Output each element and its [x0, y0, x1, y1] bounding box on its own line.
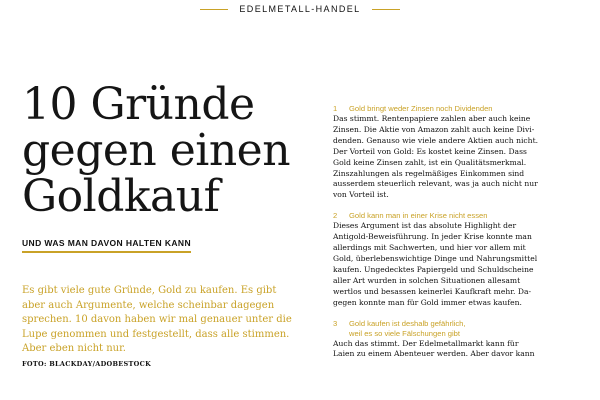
- reason-title: [349, 211, 487, 221]
- body-line: Gold, überlebenswichtige Dinge und Nahrungsmittel: [333, 253, 538, 263]
- teaser-line: Es gibt viele gute Gründe, Gold zu kaufen. Es gibt: [22, 285, 277, 296]
- body-line: Der Vorteil von Gold: Es kostet keine Zinsen. Dass: [333, 146, 527, 156]
- body-line: allerdings mit Sachwerten, und hier vor allem mit: [333, 243, 526, 253]
- reason-body: [333, 221, 595, 308]
- reason-title-line: weil es so viele Fälschungen gibt: [349, 328, 461, 338]
- reason-heading: [333, 104, 595, 114]
- body-line: aller Art wurden in solchen Situationen allesamt: [333, 275, 521, 285]
- body-line: Auch das stimmt. Der Edelmetallmarkt kann für: [333, 338, 519, 348]
- reason-title-line: Gold bringt weder Zinsen noch Dividenden: [349, 104, 493, 113]
- reason-section-3: [333, 319, 595, 361]
- reason-title-line: Gold kaufen ist deshalb gefährlich,: [349, 318, 466, 328]
- body-line: Zinsen. Die Aktie von Amazon zahlt auch keine Divi-: [333, 124, 535, 134]
- headline-line: 10 Gründe: [22, 79, 255, 130]
- subheadline: UND WAS MAN DAVON HALTEN KANN: [22, 238, 191, 253]
- reason-number: 1: [333, 104, 338, 113]
- section-rubric: [200, 4, 400, 14]
- reason-number: 2: [333, 211, 338, 221]
- rubric-label: EDELMETALL-HANDEL: [233, 4, 366, 14]
- body-line: kaufen. Ungedecktes Papiergeld und Schuldscheine: [333, 264, 534, 274]
- reason-section-2: [333, 211, 595, 308]
- teaser-line: aber auch Argumente, welche scheinbar dagegen: [22, 299, 275, 311]
- reason-title: [349, 104, 493, 114]
- reason-heading: [333, 211, 595, 221]
- headline: [22, 79, 322, 222]
- headline-line: Goldkauf: [22, 171, 220, 222]
- reason-heading: [333, 319, 595, 339]
- body-line: Zinszahlungen als regelmäßiges Einkommen sind: [333, 168, 525, 178]
- body-line: gegen konnte man für Gold immer etwas kaufen.: [333, 297, 522, 307]
- body-line: denden. Genauso wie viele andere Aktien auch nicht.: [333, 135, 539, 145]
- teaser: [22, 284, 312, 357]
- reason-number: 3: [333, 318, 338, 328]
- body-line: Das stimmt. Rentenpapiere zahlen aber auch keine: [333, 114, 531, 123]
- headline-line: gegen einen: [22, 125, 291, 176]
- teaser-line: Aber eben nicht nur.: [22, 343, 126, 354]
- photo-credit: FOTO: BLACKDAY/ADOBESTOCK: [22, 360, 152, 368]
- body-line: von Vorteil ist.: [333, 190, 389, 200]
- reason-body: [333, 114, 595, 201]
- body-line: Dieses Argument ist das absolute Highlight der: [333, 221, 517, 231]
- teaser-line: Lupe genommen und festgestellt, dass alle stimmen.: [22, 328, 290, 340]
- body-line: Laien zu einem Abenteuer werden. Aber davor kann: [333, 349, 535, 359]
- reason-title: [349, 319, 466, 339]
- body-line: ausserdem steuerlich relevant, was ja auch nicht nur: [333, 179, 538, 189]
- body-line: wertlos und besassen keinerlei Kaufkraft mehr. Da-: [333, 286, 532, 296]
- teaser-line: sprechen. 10 davon haben wir mal genauer unter die: [22, 314, 292, 325]
- body-line: Antigold-Beweisführung. In jeder Krise konnte man: [333, 232, 532, 242]
- body-line: Gold keine Zinsen zahlt, ist ein Qualitätsmerkmal.: [333, 157, 527, 167]
- reason-title-line: Gold kann man in einer Krise nicht essen: [349, 211, 488, 221]
- article-column: [333, 104, 595, 370]
- reason-body: [333, 339, 595, 361]
- reason-section-1: [333, 104, 595, 201]
